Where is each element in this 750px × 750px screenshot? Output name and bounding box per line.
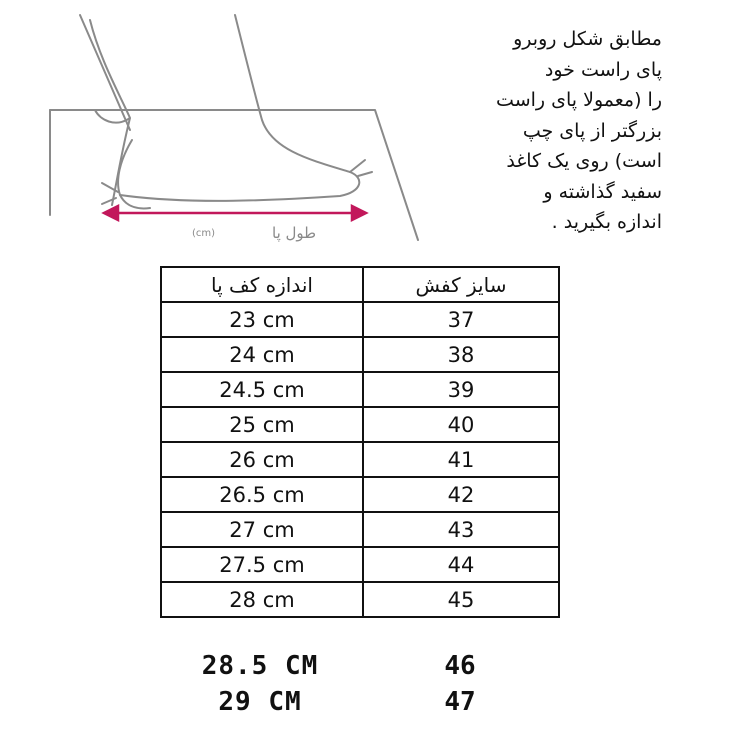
foot-length-cell: 26 cm — [161, 442, 363, 477]
table-row — [161, 302, 559, 337]
foot-length-cell: 24 cm — [161, 337, 363, 372]
instruction-line: است) روی یک کاغذ — [506, 150, 662, 172]
extra-size-rows — [160, 648, 560, 720]
size-chart-table — [160, 266, 560, 618]
shoe-size-cell: 37 — [363, 302, 559, 337]
instruction-line: مطابق شکل روبرو — [513, 28, 662, 50]
shoe-size-header: سایز کفش — [363, 267, 559, 302]
table-row — [161, 337, 559, 372]
instruction-line: را (معمولا پای راست — [496, 89, 662, 111]
measure-label: طول پا — [272, 224, 317, 242]
shoe-size-cell: 41 — [363, 442, 559, 477]
instruction-line: سفید گذاشته و — [543, 180, 662, 203]
foot-length-text: 29 CM — [218, 687, 302, 717]
foot-length-cell: 28 cm — [161, 582, 363, 617]
leg-back-outline — [80, 15, 130, 130]
shoe-size-text: 46 — [444, 651, 476, 681]
instruction-line: پای راست خود — [544, 58, 662, 81]
foot-length-cell: 24.5 cm — [161, 372, 363, 407]
shoe-size-cell: 42 — [363, 477, 559, 512]
measure-arrow-left-head — [104, 206, 118, 220]
shoe-size-cell: 39 — [363, 372, 559, 407]
extra-size-row — [160, 648, 560, 684]
instruction-line: بزرگتر از پای چپ — [522, 119, 662, 142]
foot-measuring-illustration — [40, 0, 440, 250]
shoe-size-cell: 38 — [363, 337, 559, 372]
shoe-size-cell: 44 — [363, 547, 559, 582]
table-row — [161, 407, 559, 442]
table-row — [161, 547, 559, 582]
measure-arrow-right-head — [352, 206, 366, 220]
table-header-row — [161, 267, 559, 302]
foot-length-header: اندازه کف پا — [161, 267, 363, 302]
foot-length-cell: 26.5 cm — [161, 477, 363, 512]
foot-length-text: 28.5 CM — [201, 651, 319, 681]
foot-length-cell: 23 cm — [161, 302, 363, 337]
table-row — [161, 582, 559, 617]
foot-length-cell: 27.5 cm — [161, 547, 363, 582]
table-row — [161, 442, 559, 477]
foot-length-cell: 27 cm — [161, 512, 363, 547]
foot-length-cell: 25 cm — [161, 407, 363, 442]
instruction-line: اندازه بگیرید . — [551, 211, 662, 233]
table-row — [161, 372, 559, 407]
shoe-size-cell: 45 — [363, 582, 559, 617]
extra-size-row — [160, 684, 560, 720]
measuring-instructions — [430, 24, 662, 238]
shoe-size-text: 47 — [444, 687, 476, 717]
table-row — [161, 512, 559, 547]
measure-unit: (cm) — [192, 228, 216, 239]
shoe-size-cell: 43 — [363, 512, 559, 547]
shoe-size-cell: 40 — [363, 407, 559, 442]
leg-front-outline — [118, 15, 359, 201]
pencil-hand — [90, 20, 130, 205]
table-row — [161, 477, 559, 512]
